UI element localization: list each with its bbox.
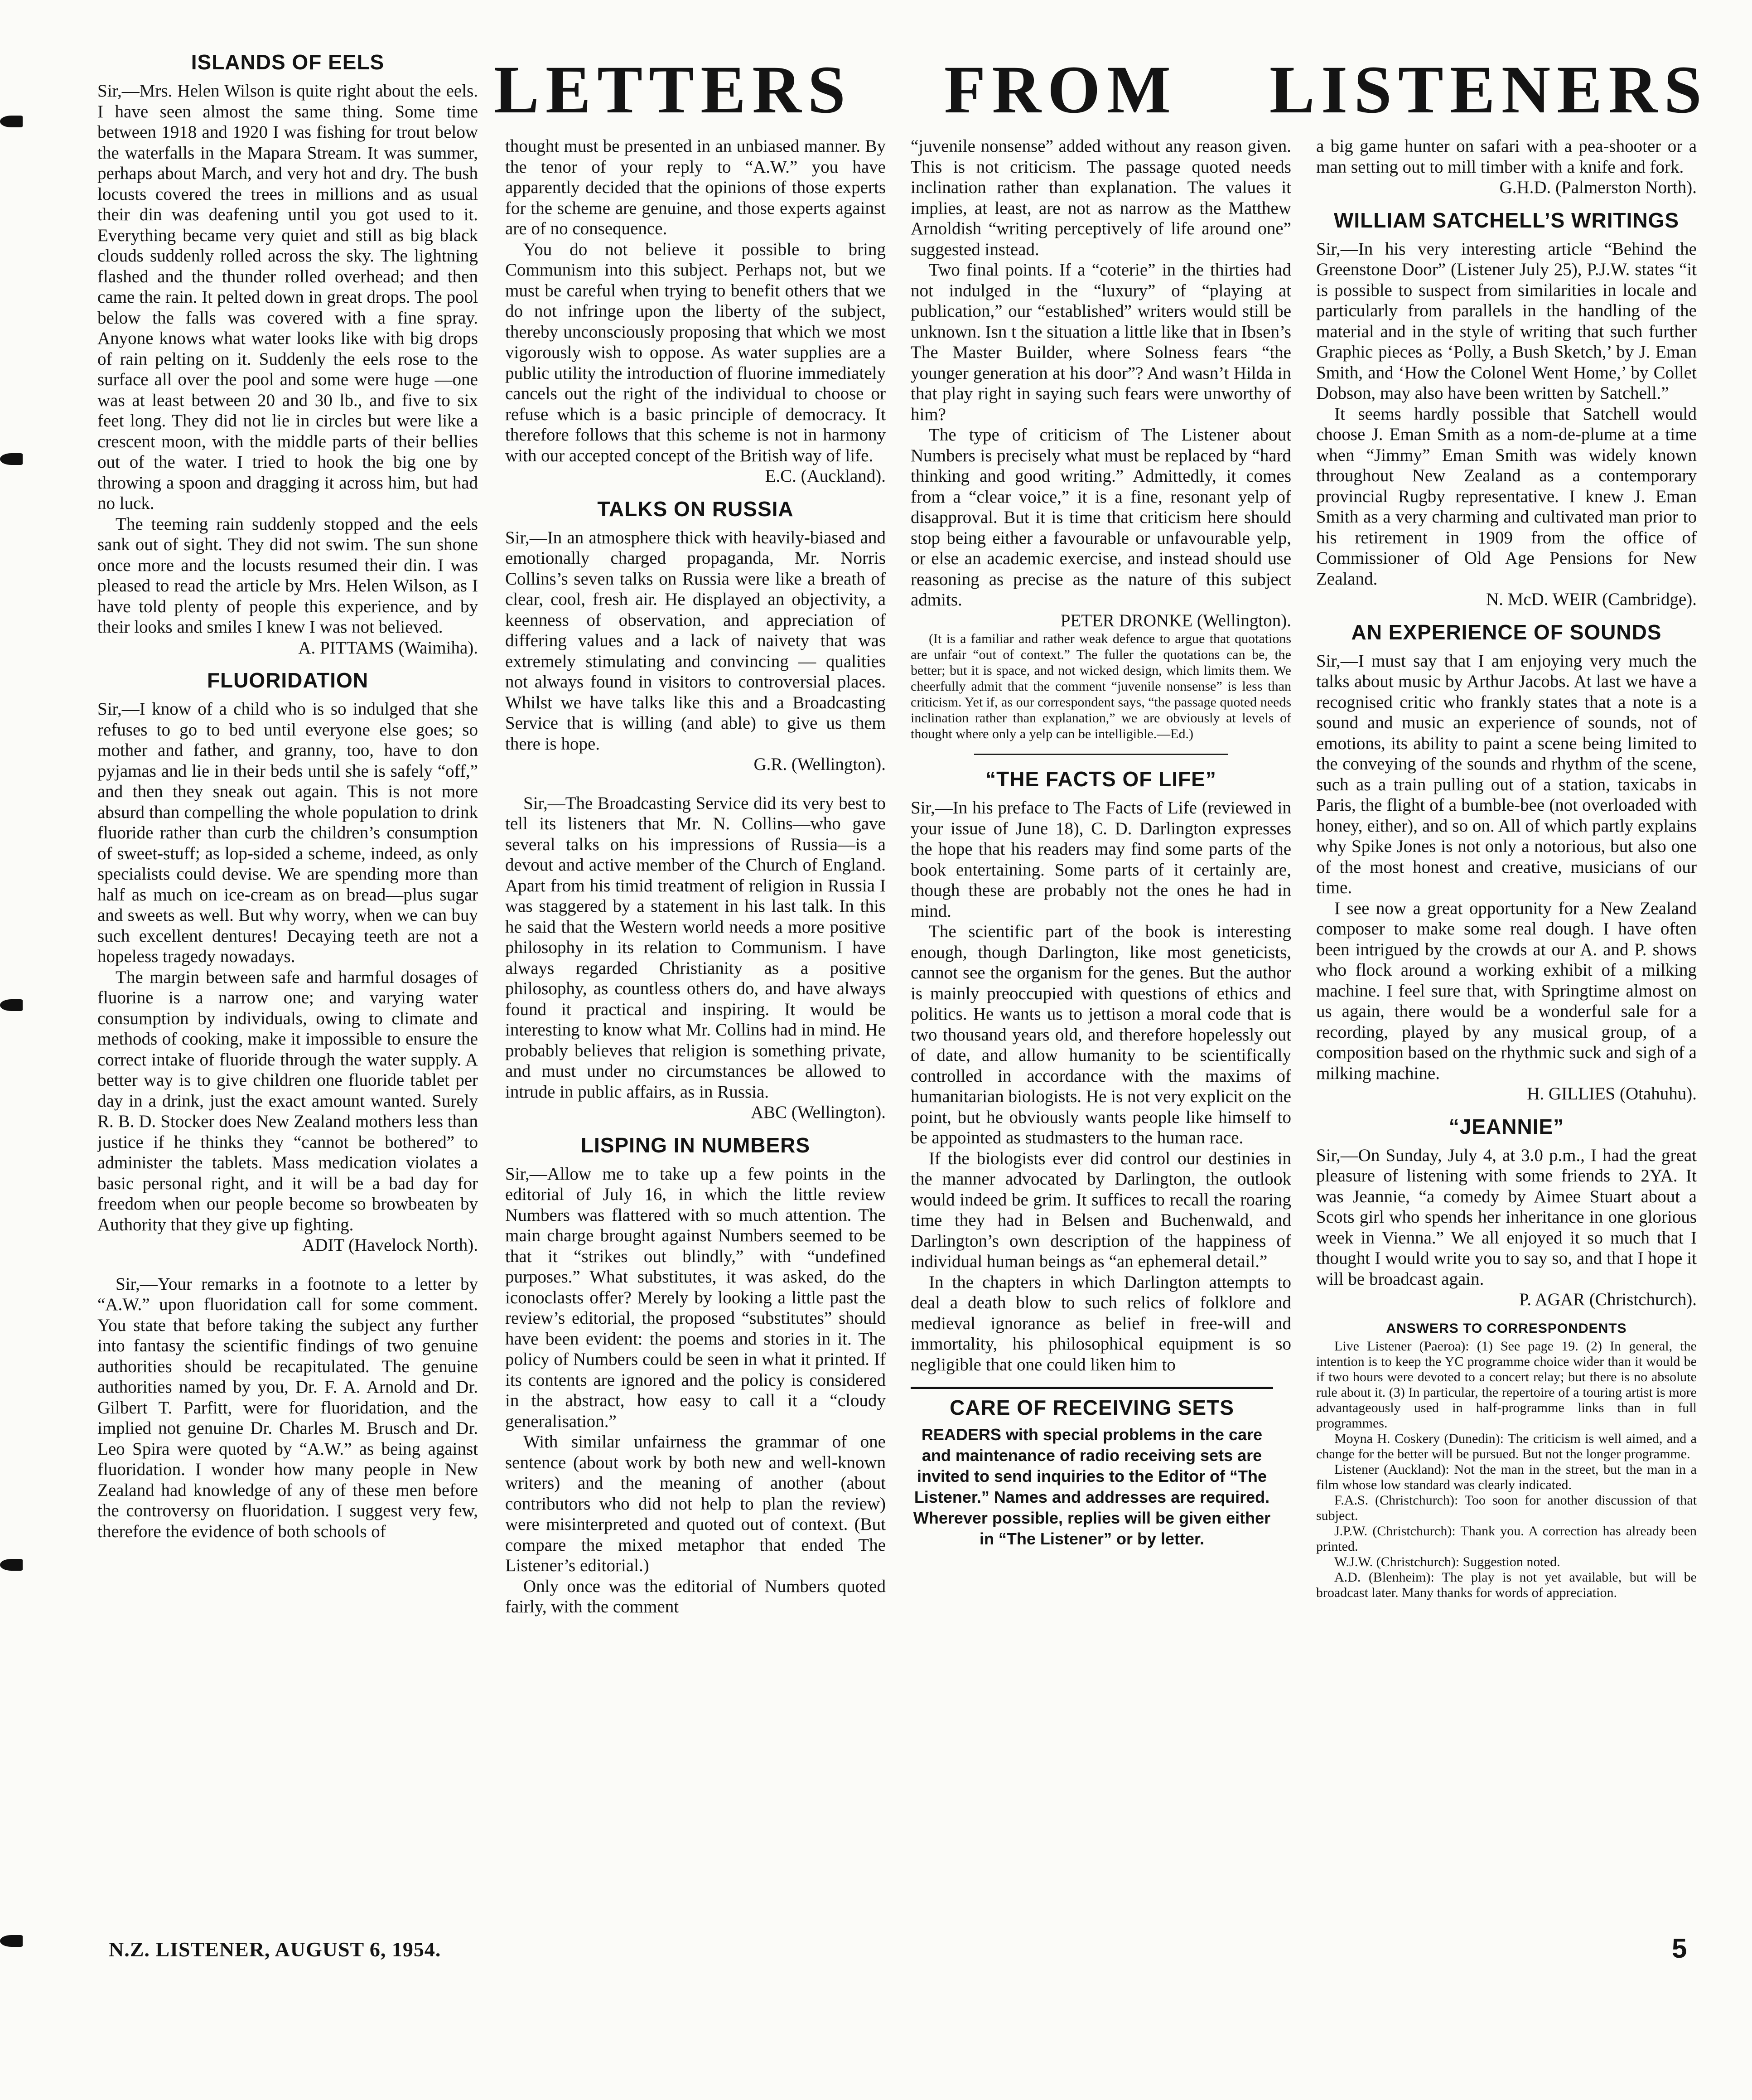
letter-paragraph: Sir,—In his very interesting article “Behind the Greenstone Door” (Listener July 25), P.J.W. states “it is possible to suspect from similarities in locale and particularly from parallels in the handling of the material and in the style of writing that such further Graphic pieces as ‘Polly, a Bush Sketch,’ by J. Eman Smith, and ‘How the Colonel Went Home,’ by Collet Dobson, may also have been written by Satchell.” [1316, 239, 1697, 403]
letter-paragraph: It seems hardly possible that Satchell would choose J. Eman Smith as a nom-de-plume at a time when “Jimmy” Eman Smith was widely known throughout New Zealand as a contemporary provincial Rugby representative. I knew J. Eman Smith as a very charming and cultivated man prior to his retirement in 1909 from the office of Commissioner of Old Age Pensions for New Zealand. [1316, 404, 1697, 589]
section-heading-lisping-in-numbers: LISPING IN NUMBERS [580, 1133, 811, 1157]
letter-paragraph: With similar unfairness the grammar of one sentence (about work by both new and well-known writers) and the meaning of another (about contributors who did not help to plan the review) were misinterpreted and quoted out of context. (But compare the mixed metaphor that ended The Listener’s editorial.) [505, 1432, 886, 1575]
answers-heading: ANSWERS TO CORRESPONDENTS [1386, 1321, 1627, 1336]
publication-footer: N.Z. LISTENER, AUGUST 6, 1954. [109, 1938, 441, 1961]
letter-paragraph: Sir,—Mrs. Helen Wilson is quite right about the eels. I have seen almost the same thing. Some time between 1918 and 1920 I was fishing for trout below the waterfalls in the Mapara Stream. It was summer, perhaps about March, and very hot and dry. The bush locusts covered the trees in millions and as usual their din was deafening until you got used to it. Everything became very quiet and still as big black clouds suddenly rolled across the sky. The lightning flashed and the thunder rolled overhead; and then came the rain. It pelted down in great drops. The pool below the falls was covered with a fine spray. Anyone knows what water looks like with big drops of rain pelting on it. Suddenly the eels rose to the surface all over the pool and some were huge —one was at least between 20 and 30 lb., and five to six feet long. They did not lie in circles but were like a crescent moon, with the middle parts of their bellies out of the water. I tried to hook the big one by throwing a spoon and dragging it across him, but had no luck. [97, 81, 478, 513]
letter-paragraph: In the chapters in which Darlington attempts to deal a death blow to such relics of folklore and medieval ignorance as belief in free-will and immortality, his philosophical equipment is so negligible that one could liken him to [911, 1272, 1291, 1374]
margin-mark [0, 453, 23, 465]
answer-item: Live Listener (Paeroa): (1) See page 19. (2) In general, the intention is to keep the YC programme choice wider than it would be if two hours were devoted to a concert relay; but there is no absolute rule about it. (3) In particular, the repertoire of a touring artist is more advantageously used in half-programme links than in full programmes. [1316, 1339, 1697, 1431]
masthead-word: FROM [944, 52, 1178, 127]
letter-signature: N. McD. WEIR (Cambridge). [1486, 590, 1697, 609]
letter-paragraph: The scientific part of the book is interesting enough, though Darlington, like most geneticists, cannot see the organism for the genes. But the author is mainly preoccupied with questions of ethics and politics. He wants us to jettison a moral code that is two thousand years old, and therefore hopelessly out of date, and allow humanity to be scientifically controlled in accordance with the maxims of humanitarian biologists. He is not very explicit on the point, but he obviously wants people like himself to be appointed as studmasters to the human race. [911, 922, 1291, 1147]
letter-paragraph: Sir,—I know of a child who is so indulged that she refuses to go to bed until everyone else goes; so mother and father, and granny, too, have to don pyjamas and lie in their beds until she is safely “off,” and then they sneak out again. This is not more absurd than compelling the whole population to drink fluoride rather than curb the children’s consumption of sweet-stuff; as lop-sided a scheme, indeed, as only specialists could devise. We are spending more than half as much on ice-cream as on bread—plus sugar and sweets as well. But why worry, when we can buy such excellent dentures! Decaying teeth are not a hopeless tragedy nowadays. [97, 699, 478, 966]
section-heading-jeannie: “JEANNIE” [1448, 1114, 1564, 1138]
letter-signature: ADIT (Havelock North). [302, 1235, 478, 1255]
answer-item: Moyna H. Coskery (Dunedin): The criticism is well aimed, and a change for the better will be pursued. But not the longer programme. [1316, 1431, 1697, 1461]
masthead-word: LETTERS [494, 52, 852, 127]
notice-box [911, 1387, 1273, 1549]
letter-signature: P. AGAR (Christchurch). [1519, 1290, 1697, 1309]
answer-item: J.P.W. (Christchurch): Thank you. A correction has already been printed. [1316, 1524, 1697, 1554]
letter-paragraph: a big game hunter on safari with a pea-shooter or a man setting out to mill timber with a knife and fork. [1316, 136, 1697, 177]
section-heading-facts-of-life: “THE FACTS OF LIFE” [985, 767, 1216, 791]
letter-paragraph: Sir,—In his preface to The Facts of Life (reviewed in your issue of June 18), C. D. Darlington expresses the hope that his readers may find some parts of the book entertaining. Some parts of it certainly are, though these are probably not the ones he had in mind. [911, 798, 1291, 921]
letter-paragraph: Only once was the editorial of Numbers quoted fairly, with the comment [505, 1576, 886, 1616]
margin-mark [0, 116, 23, 127]
section-heading-satchell: WILLIAM SATCHELL’S WRITINGS [1333, 208, 1680, 232]
answer-item: Listener (Auckland): Not the man in the street, but the man in a film whose low standard was clearly indicated. [1316, 1462, 1697, 1492]
letter-paragraph: thought must be presented in an unbiased manner. By the tenor of your reply to “A.W.” you have apparently decided that the opinions of those experts for the scheme are genuine, and those experts against are of no consequence. [505, 136, 886, 238]
letter-paragraph: Sir,—Your remarks in a footnote to a letter by “A.W.” upon fluoridation call for some comment. You state that before taking the subject any further into fantasy the scientific findings of two genuine authorities should be recapitulated. The genuine authorities named by you, Dr. F. A. Arnold and Dr. Gilbert T. Parfitt, were for fluoridation, and the implied not genuine Dr. Charles M. Brusch and Dr. Leo Spira were quoted by “A.W.” as being against fluoridation. I wonder how many people in New Zealand had knowledge of any of these men before the controversy on fluoridation. I suggest very few, therefore the evidence of both schools of [97, 1274, 478, 1541]
letter-signature: PETER DRONKE (Wellington). [1060, 610, 1291, 630]
letter-signature: E.C. (Auckland). [765, 466, 886, 486]
letter-paragraph: Sir,—The Broadcasting Service did its very best to tell its listeners that Mr. N. Collins—who gave several talks on his impressions of Russia—is a devout and active member of the Church of England. Apart from his timid treatment of religion in Russia I was staggered by a statement in his last talk. In this he said that the Western world needs a more positive philosophy in its relation to Communism. I have always regarded Christianity as a positive philosophy, as countless others do, and have always found it practical and inspiring. It would be interesting to know what Mr. Collins had in mind. He probably believes that religion is something private, and must under no circumstances be allowed to intrude in public affairs, as in Russia. [505, 793, 886, 1102]
margin-mark [0, 1935, 23, 1947]
divider-rule [974, 754, 1228, 755]
page-number: 5 [1672, 1933, 1687, 1964]
letter-signature: G.H.D. (Palmerston North). [1499, 178, 1697, 197]
masthead-word: LISTENERS [1269, 52, 1708, 127]
letter-paragraph: Sir,—In an atmosphere thick with heavily-biased and emotionally charged propaganda, Mr. Norris Collins’s seven talks on Russia were like a breath of clear, cool, fresh air. He displayed an objectivity, a keenness of observation, and appreciation of differing values and a lack of naivety that was extremely stimulating and convincing — qualities not always found in visitors to controversial places. Whilst we have talks like this and a Broadcasting Service that is willing (and able) to give us them there is hope. [505, 527, 886, 754]
section-heading-fluoridation: FLUORIDATION [207, 668, 369, 692]
section-heading-experience-of-sounds: AN EXPERIENCE OF SOUNDS [1351, 620, 1662, 644]
letter-paragraph: “juvenile nonsense” added without any reason given. This is not criticism. The passage quoted needs inclination rather than explanation. The values it implies, at least, are not as narrow as the Matthew Arnoldish “writing perceptively of life around one” suggested instead. [911, 136, 1291, 259]
letter-paragraph: The margin between safe and harmful dosages of fluorine is a narrow one; and varying water consumption by individuals, owing to climate and methods of cooking, make it impossible to ensure the correct intake of fluoride through the water supply. A better way is to give children one fluoride tablet per day in a drink, just the exact amount wanted. Surely R. B. D. Stocker does New Zealand mothers less than justice if he thinks they “cannot be bothered” to administer the tablets. Mass medication violates a basic personal right, and it will be a bad day for freedom when our people become so browbeaten by Authority that they give up fighting. [97, 967, 478, 1234]
notice-heading: CARE OF RECEIVING SETS [950, 1396, 1234, 1419]
letter-paragraph: The teeming rain suddenly stopped and the eels sank out of sight. They did not swim. The sun shone once more and the locusts resumed their din. I was pleased to read the article by Mrs. Helen Wilson, as I have told plenty of people this experience, and by their looks and smiles I knew I was not believed. [97, 514, 478, 637]
column-4 [1316, 136, 1697, 1926]
letter-paragraph: I see now a great opportunity for a New Zealand composer to make some real dough. I have often been intrigued by the crowds at our A. and P. shows who flock around a working exhibit of a milking machine. I feel sure that, with Springtime almost on us again, there would be a wonderful sale for a recording, played by any musical group, of a composition based on the rhythmic suck and sigh of a milking machine. [1316, 898, 1697, 1083]
answer-item: W.J.W. (Christchurch): Suggestion noted. [1334, 1554, 1560, 1569]
column-3 [911, 136, 1291, 1926]
masthead-title [494, 50, 1708, 129]
section-heading-talks-on-russia: TALKS ON RUSSIA [597, 497, 794, 521]
margin-mark [0, 1559, 23, 1571]
letter-paragraph: The type of criticism of The Listener about Numbers is precisely what must be replaced by “hard thinking and good writing.” Admittedly, it comes from a “clear voice,” it is a fine, resonant yelp of disapproval. But it is time that criticism here should stop being either a favourable or unfavourable yelp, or else an academic exercise, and instead should use reasoning as precise as the nature of this subject admits. [911, 425, 1291, 610]
letter-paragraph: If the biologists ever did control our destinies in the manner advocated by Darlington, the outlook would indeed be grim. It suffices to recall the roaring time they had in Belsen and Buchenwald, and Darlington’s own description of the happiness of individual human beings as “an ephemeral detail.” [911, 1148, 1291, 1271]
letter-paragraph: Sir,—Allow me to take up a few points in the editorial of July 16, in which the little review Numbers was flattered with so much attention. The main charge brought against Numbers seemed to be that it “strikes out blindly,” with “undefined purposes.” What substitutes, it was asked, do the iconoclasts offer? Merely by looking a little past the review’s editorial, the proposed “substitutes” should have been evident: the poems and stories in it. The policy of Numbers could be seen in what it printed. If its contents are ignored and the policy is considered in the abstract, how easy to call it a “cloudy generalisation.” [505, 1164, 886, 1431]
margin-mark [0, 999, 23, 1011]
box-rule [911, 1387, 1273, 1389]
letter-paragraph: You do not believe it possible to bring Communism into this subject. Perhaps not, but we must be careful when trying to benefit others that we do not infringe upon the liberty of the subject, thereby unconsciously proposing that which we most vigorously wish to oppose. As water supplies are a public utility the introduction of fluorine immediately cancels out the right of the individual to choose or refuse which is a basic principle of democracy. It therefore follows that this scheme is not in harmony with our accepted concept of the British way of life. [505, 239, 886, 465]
letter-signature: G.R. (Wellington). [753, 755, 886, 774]
letter-paragraph: Sir,—I must say that I am enjoying very much the talks about music by Arthur Jacobs. At last we have a recognised critic who frankly states that a note is a sound and music an experience of sounds, not of emotions, its ability to paint a scene being limited to the conveying of the sounds and rhythm of the scene, such as a train pulling out of a station, taxicabs in Paris, the flight of a bumble-bee (not overloaded with honey, either), and so on. All of which partly explains why Spike Jones is not only a notorious, but also one of the most honest and creative, musicians of our time. [1316, 651, 1697, 897]
letter-paragraph: Two final points. If a “coterie” in the thirties had not indulged in the “luxury” of “playing at publication,” our “established” writers would still be unknown. Isn t the situation a little like that in Ibsen’s The Master Builder, where Solness fears “the younger generation at his door”? And wasn’t Hilda in that play right in saying such fears were unworthy of him? [911, 260, 1291, 424]
notice-text: READERS with special problems in the care and maintenance of radio receiving sets are invited to send inquiries to the Editor of “The Listener.” Names and addresses are required. Wherever possible, replies will be given either in “The Listener” or by letter. [913, 1425, 1271, 1548]
column-2 [505, 136, 886, 1926]
letter-signature: H. GILLIES (Otahuhu). [1527, 1084, 1697, 1103]
letter-paragraph: Sir,—On Sunday, July 4, at 3.0 p.m., I had the great pleasure of listening with some friends to 2YA. It was Jeannie, “a comedy by Aimee Stuart about a Scots girl who spends her inheritance in one glorious week in Vienna.” We all enjoyed it so much that I thought I would write you to say so, and that I hope it will be broadcast again. [1316, 1145, 1697, 1289]
answer-item: F.A.S. (Christchurch): Too soon for another discussion of that subject. [1316, 1493, 1697, 1523]
letter-signature: A. PITTAMS (Waimiha). [298, 638, 478, 658]
column-1 [97, 50, 478, 1926]
editor-note: (It is a familiar and rather weak defence to argue that quotations are unfair “out of context.” The fuller the quotations can be, the better; but it is space, and not wicked design, which limits them. We cheerfully admit that the comment “juvenile nonsense” is less than criticism. Yet if, as our correspondent says, “the passage quoted needs inclination rather than explanation,” we are obviously at levels of thought where only a yelp can be intelligible.—Ed.) [911, 631, 1291, 741]
section-heading-islands-of-eels: ISLANDS OF EELS [191, 50, 385, 74]
letter-signature: ABC (Wellington). [750, 1103, 886, 1122]
answer-item: A.D. (Blenheim): The play is not yet available, but will be broadcast later. Many thanks for words of appreciation. [1316, 1570, 1697, 1600]
